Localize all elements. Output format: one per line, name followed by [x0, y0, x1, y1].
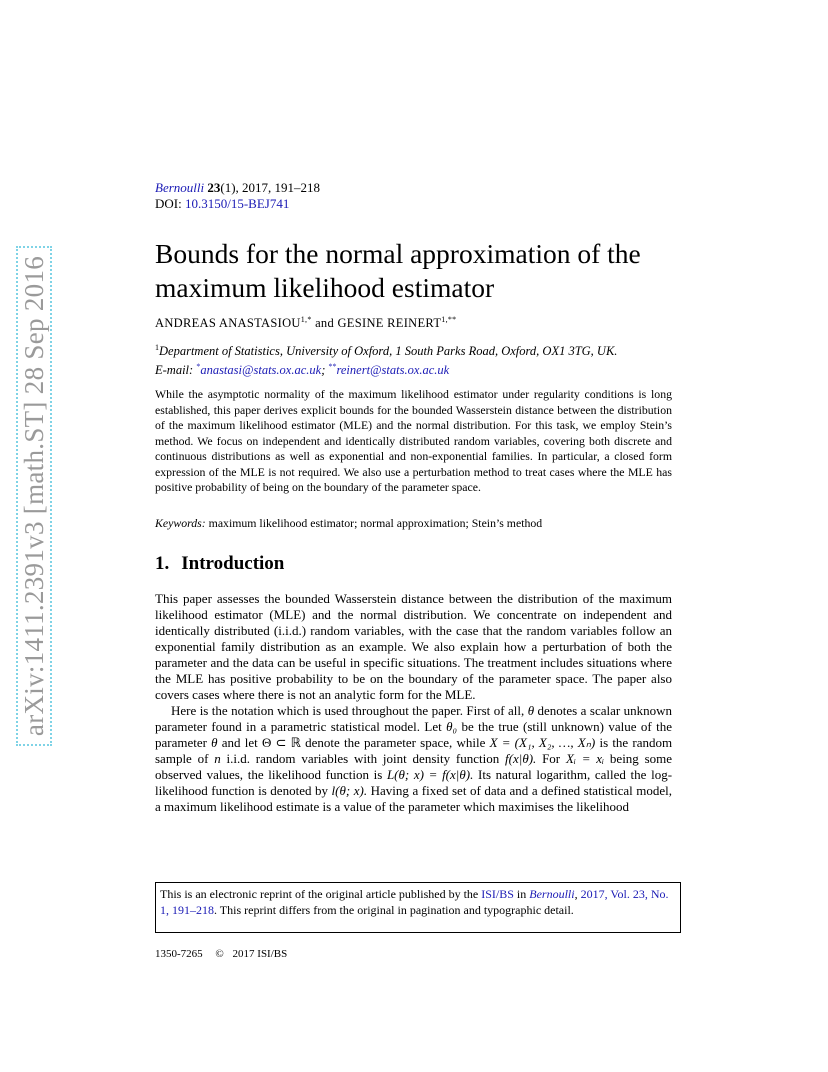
email-line — [155, 359, 672, 378]
paragraph-2 — [155, 703, 672, 815]
copyright-icon: © — [215, 948, 224, 960]
body-text — [155, 591, 672, 815]
math-theta: θ — [211, 735, 218, 750]
author-conjunction: and — [315, 316, 335, 331]
math-likelihood: L(θ; x) = f(x|θ). — [386, 767, 474, 782]
math-observed: Xᵢ = xᵢ — [565, 751, 605, 766]
journal-link[interactable]: Bernoulli — [529, 887, 575, 901]
reprint-text: . This reprint differs from the original in pagination and typographic detail. — [214, 903, 574, 917]
email-2-mark: ** — [328, 362, 337, 372]
author-1-mark: 1,* — [300, 315, 312, 324]
section-number: 1. — [155, 553, 170, 574]
reprint-notice-box — [155, 882, 681, 933]
section-heading — [155, 553, 672, 575]
author-2-mark: 1,** — [441, 315, 457, 324]
math-theta0: θ₀ — [446, 719, 458, 734]
journal-issue-pages: (1), 2017, 191–218 — [220, 180, 321, 195]
paragraph-1: This paper assesses the bounded Wasserstein distance between the distribution of the maximum likelihood estimator (MLE) and the normal distribution. We concentrate on independent and identically distributed (i.i.d.) random variables, with the case that the random variables follow an exponential family distribution as an example. We also explain how a perturbation of both the parameter and the data can be useful in specific situations. The treatment includes situations where the MLE has positive probability to be on the boundary of the parameter space. The paper also covers cases where there is not an analytic form for the MLE. — [155, 591, 672, 702]
affiliation-line — [155, 340, 672, 359]
title-line-2: maximum likelihood estimator — [155, 272, 495, 303]
text-run: denotes a scalar unknown parameter found in a parametric statistical model. Let — [155, 703, 673, 734]
reprint-text: This is an electronic reprint of the original article published by the — [160, 887, 479, 901]
text-run: and let — [221, 735, 258, 750]
text-run: is the random sample of — [155, 735, 673, 766]
author-2-name: GESINE REINERT — [337, 316, 442, 331]
email-1-link[interactable]: anastasi@stats.ox.ac.uk — [200, 363, 322, 378]
abstract: While the asymptotic normality of the maximum likelihood estimator under regularity conditions is long established, this paper derives explicit bounds for the bounded Wasserstein distance between the distribution of the maximum likelihood estimator (MLE) and the normal distribution. For this task, we employ Stein’s method. We focus on independent and identically distributed random variables, covering both discrete and continuous distributions as well as exponential and non-exponential families. In particular, a closed form expression of the MLE is not required. We also use a perturbation method to treat cases where the MLE has positive probability of being on the boundary of the parameter space. — [155, 387, 672, 494]
isi-bs-link[interactable]: ISI/BS — [481, 887, 514, 901]
text-run: For — [542, 751, 561, 766]
reprint-text: in — [516, 887, 527, 901]
journal-line — [155, 180, 672, 196]
arxiv-stamp-text: arXiv:1411.2391v3 [math.ST] 28 Sep 2016 — [18, 255, 49, 737]
author-list — [155, 315, 672, 331]
math-log-likelihood: l(θ; x). — [331, 783, 368, 798]
arxiv-identifier-stamp — [16, 246, 52, 746]
text-run: being some observed values, the likelihood function is — [155, 751, 673, 782]
paper-title — [155, 237, 672, 305]
text-run: be the true (still unknown) value of the parameter — [155, 719, 673, 750]
doi-label: DOI: — [155, 196, 182, 211]
text-run: denote the parameter space, while — [305, 735, 486, 750]
journal-name-link[interactable]: Bernoulli — [155, 180, 205, 195]
math-density: f(x|θ). — [505, 751, 537, 766]
affiliation-text: Department of Statistics, University of Oxford, 1 South Parks Road, Oxford, OX1 3TG, UK. — [159, 344, 618, 359]
text-run: i.i.d. random variables with joint density function — [226, 751, 500, 766]
math-n: n — [214, 751, 221, 766]
math-theta: θ — [527, 703, 535, 718]
email-separator: ; — [321, 363, 326, 378]
email-2-link[interactable]: reinert@stats.ox.ac.uk — [336, 363, 450, 378]
issn: 1350-7265 — [155, 948, 203, 960]
author-1-name: ANDREAS ANASTASIOU — [155, 316, 301, 331]
text-run: Here is the notation which is used throughout the paper. First of all, — [171, 703, 525, 718]
doi-link[interactable]: 10.3150/15-BEJ741 — [184, 196, 290, 211]
text-run: Having a fixed set of data and a defined statistical model, a maximum likelihood estimate is a value of the parameter which maximises the likelihood — [155, 783, 673, 814]
doi-line — [155, 196, 672, 212]
page-footer — [155, 948, 672, 960]
citation-link[interactable]: 2017, Vol. 23, No. 1, 191–218 — [160, 887, 669, 917]
copyright-text: 2017 ISI/BS — [232, 948, 288, 960]
math-parameter-space: Θ ⊂ ℝ — [261, 735, 301, 750]
email-label: E-mail: — [155, 363, 194, 378]
reprint-text: , — [574, 887, 578, 901]
affiliation-block — [155, 340, 672, 378]
affiliation-mark: 1 — [155, 343, 159, 352]
email-1-mark: * — [196, 362, 201, 372]
keywords — [155, 516, 672, 531]
text-run: Its natural logarithm, called the log-likelihood function is denoted by — [155, 767, 673, 798]
section-title: Introduction — [181, 553, 285, 574]
journal-citation — [155, 180, 672, 212]
keywords-text: maximum likelihood estimator; normal approximation; Stein’s method — [208, 516, 543, 530]
math-sample: X = (X₁, X₂, …, Xₙ) — [489, 735, 596, 750]
journal-volume: 23 — [207, 180, 221, 195]
title-line-1: Bounds for the normal approximation of the — [155, 238, 641, 269]
keywords-label: Keywords: — [155, 516, 206, 530]
